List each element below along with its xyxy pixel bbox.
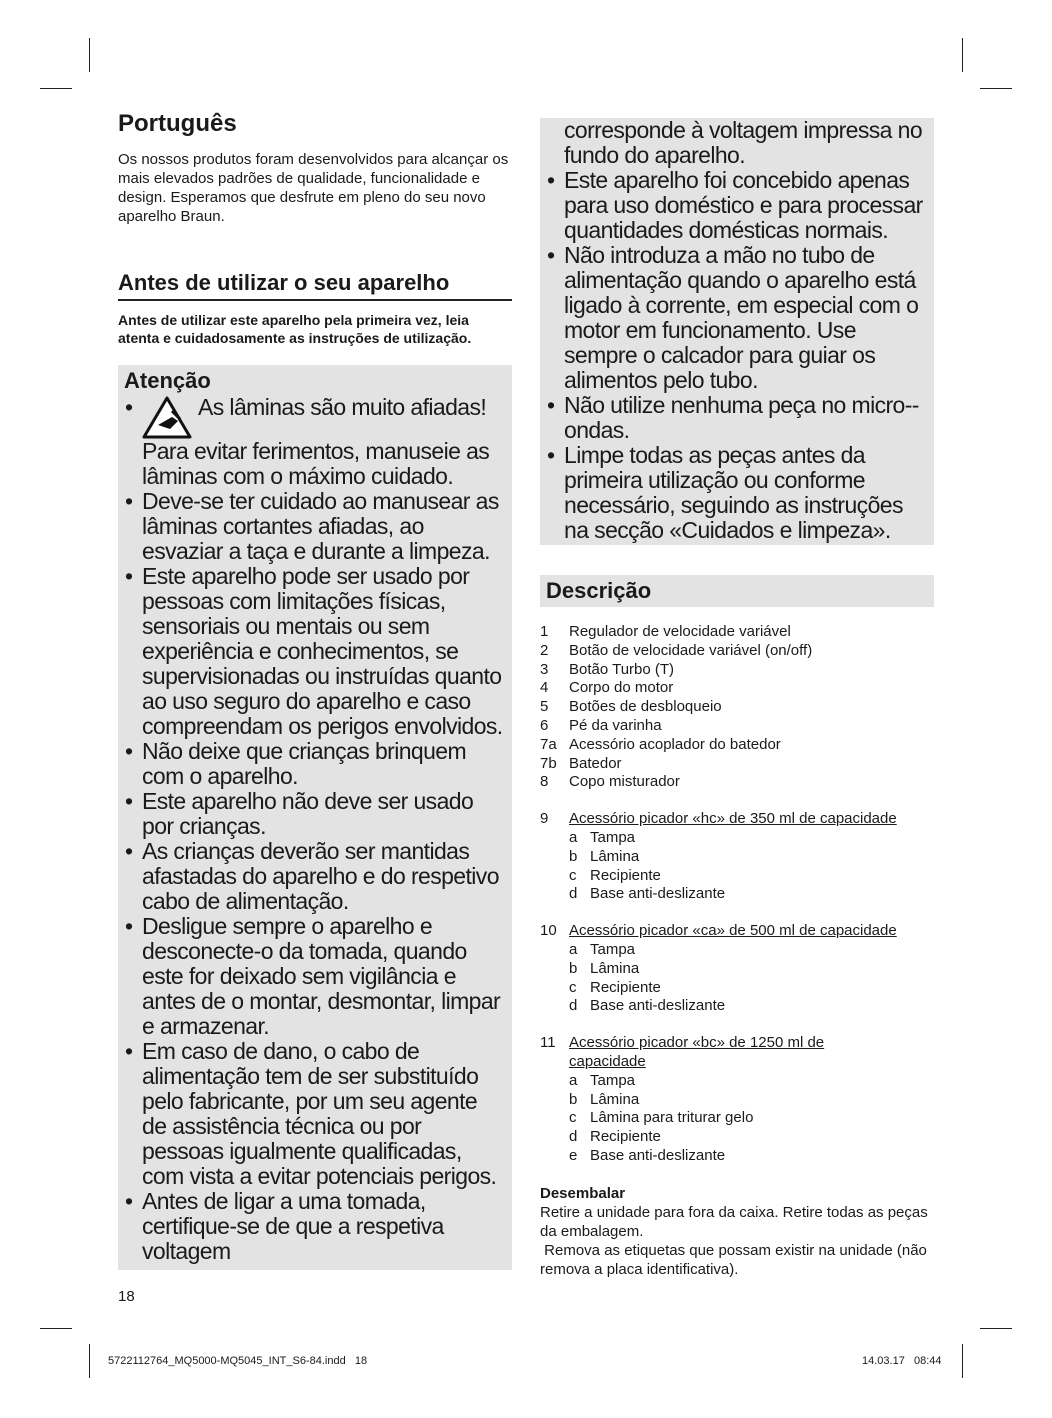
parts-list (540, 623, 934, 1166)
sub-part-letter: b (569, 1090, 578, 1108)
part-row (540, 736, 934, 755)
part-label: Acessório picador «bc» de 1250 ml de capacidade (569, 1034, 825, 1070)
crop-mark (89, 38, 90, 72)
crop-mark (962, 1344, 963, 1378)
sub-part-label: Tampa (590, 828, 636, 846)
part-number: 7b (540, 754, 557, 772)
part-number: 10 (540, 922, 557, 940)
language-title: Português (118, 110, 237, 137)
unpack-text: Retire a unidade para fora da caixa. Retire todas as peças da embalagem. (540, 1203, 928, 1240)
part-number: 2 (540, 641, 549, 659)
part-row (540, 661, 934, 680)
sub-part-row (540, 1147, 934, 1166)
sub-part-letter: d (569, 1128, 578, 1146)
sub-part-row (540, 867, 934, 886)
crop-mark (980, 88, 1012, 89)
sub-part-row (540, 941, 934, 960)
part-label: Regulador de velocidade variável (569, 623, 791, 640)
warning-item: • Antes de ligar a uma tomada, certifique-se de que a respetiva voltagem (124, 1189, 506, 1264)
part-label: Acessório picador «ca» de 500 ml de capacidade (569, 922, 897, 940)
warning-item (124, 395, 506, 489)
accessory-group-heading (540, 1034, 934, 1072)
sub-part-letter: e (569, 1146, 578, 1164)
warning-item: • Em caso de dano, o cabo de alimentação tem de ser substituído pelo fabricante, por um seu agente de assistência técnica ou por pessoas igualmente qualificadas, com vista a evitar potenciais perigos. (124, 1039, 506, 1189)
intro-paragraph: Os nossos produtos foram desenvolvidos para alcançar os mais elevados padrões de qualidade, funcionalidade e design. Esperamos que desfrute em pleno do seu novo aparelho Braun. (118, 151, 509, 225)
part-row (540, 755, 934, 774)
warning-box-continued (540, 118, 934, 545)
unpack-title: Desembalar (540, 1184, 626, 1202)
sub-part-label: Tampa (590, 1071, 636, 1089)
warning-item: • Não utilize nenhuma peça no micro--ondas. (546, 393, 928, 443)
part-number: 8 (540, 773, 549, 791)
part-label: Pé da varinha (569, 716, 662, 734)
sub-part-row (540, 829, 934, 848)
part-number: 4 (540, 679, 549, 697)
warning-item: • Este aparelho pode ser usado por pessoas com limitações físicas, sensoriais ou mentais ou sem experiência e conhecimentos, se supervisionadas ou instruídas quanto ao uso seguro do aparelho e caso compreendam os perigos envolvidos. (124, 564, 506, 739)
part-label: Acessório picador «hc» de 350 ml de capacidade (569, 810, 897, 828)
part-label: Batedor (569, 754, 622, 772)
part-number: 9 (540, 810, 549, 828)
sub-part-row (540, 1091, 934, 1110)
page-number: 18 (118, 1288, 135, 1305)
warning-item: • Não deixe que crianças brinquem com o aparelho. (124, 739, 506, 789)
description-heading: Descrição (540, 575, 934, 607)
part-row (540, 623, 934, 642)
sub-part-letter: c (569, 978, 577, 996)
sub-part-letter: a (569, 1071, 578, 1089)
sub-part-label: Lâmina para triturar gelo (590, 1109, 754, 1127)
sub-part-row (540, 848, 934, 867)
sub-part-label: Lâmina (590, 1090, 640, 1108)
before-use-heading: Antes de utilizar o seu aparelho (118, 270, 512, 301)
sub-part-label: Recipiente (590, 1128, 661, 1146)
crop-mark (40, 1328, 72, 1329)
sub-part-row (540, 1128, 934, 1147)
part-row (540, 717, 934, 736)
footer-date: 14.03.17 08:44 (862, 1355, 942, 1367)
sub-part-label: Base anti-deslizante (590, 1146, 726, 1164)
sub-part-letter: d (569, 997, 578, 1015)
sub-part-letter: a (569, 940, 578, 958)
sub-part-row (540, 1072, 934, 1091)
warning-item: • Este aparelho não deve ser usado por crianças. (124, 789, 506, 839)
part-row (540, 698, 934, 717)
warning-item-text: As lâminas são muito afiadas! Para evitar ferimentos, manuseie as lâminas com o máximo cuidado. (142, 394, 490, 489)
sub-part-row (540, 1109, 934, 1128)
part-number: 3 (540, 660, 549, 678)
part-label: Copo misturador (569, 773, 680, 791)
blade-warning-icon (142, 395, 192, 439)
accessory-group-heading (540, 810, 934, 829)
crop-mark (40, 88, 72, 89)
part-label: Botão de velocidade variável (on/off) (569, 641, 813, 659)
part-label: Botões de desbloqueio (569, 698, 722, 716)
warning-box (118, 365, 512, 1270)
crop-mark (962, 38, 963, 72)
sub-part-letter: a (569, 828, 578, 846)
part-label: Acessório acoplador do batedor (569, 735, 781, 753)
sub-part-label: Base anti-deslizante (590, 997, 726, 1015)
sub-part-letter: c (569, 1109, 577, 1127)
warning-title: Atenção (124, 368, 211, 393)
sub-part-label: Recipiente (590, 866, 661, 884)
sub-part-letter: c (569, 866, 577, 884)
left-column (118, 110, 512, 1270)
sub-part-row (540, 979, 934, 998)
sub-part-row (540, 997, 934, 1016)
part-label: Corpo do motor (569, 679, 674, 697)
warning-list (124, 395, 506, 1264)
part-number: 7a (540, 735, 557, 753)
part-number: 6 (540, 716, 549, 734)
part-row (540, 642, 934, 661)
sub-part-letter: b (569, 847, 578, 865)
part-number: 11 (540, 1034, 556, 1052)
accessory-group-heading (540, 922, 934, 941)
sub-part-row (540, 960, 934, 979)
warning-item: • Não introduza a mão no tubo de alimentação quando o aparelho está ligado à corrente, em especial com o motor em funcionamento. Use sempre o calcador para guiar os alimentos pelo tubo. (546, 243, 928, 393)
warning-item: • Deve-se ter cuidado ao manusear as lâminas cortantes afiadas, ao esvaziar a taça e durante a limpeza. (124, 489, 506, 564)
part-row (540, 773, 934, 792)
sub-part-row (540, 885, 934, 904)
sub-part-label: Lâmina (590, 847, 640, 865)
warning-item: • Este aparelho foi concebido apenas para uso doméstico e para processar quantidades domésticas normais. (546, 168, 928, 243)
warning-item: • Limpe todas as peças antes da primeira utilização ou conforme necessário, seguindo as instruções na secção «Cuidados e limpeza». (546, 443, 928, 543)
right-column (540, 118, 934, 1279)
crop-mark (89, 1344, 90, 1378)
warning-item-continued: corresponde à voltagem impressa no fundo do aparelho. (564, 117, 923, 168)
sub-part-label: Lâmina (590, 959, 640, 977)
sub-part-label: Base anti-deslizante (590, 885, 726, 903)
sub-part-letter: d (569, 885, 578, 903)
before-use-text: Antes de utilizar este aparelho pela primeira vez, leia atenta e cuidadosamente as instruções de utilização. (118, 312, 472, 346)
footer-file-info: 5722112764_MQ5000-MQ5045_INT_S6-84.indd 18 (108, 1355, 368, 1367)
warning-item: • Desligue sempre o aparelho e desconecte-o da tomada, quando este for deixado sem vigilância e antes de o montar, desmontar, limpar e armazenar. (124, 914, 506, 1039)
crop-mark (980, 1328, 1012, 1329)
part-number: 1 (540, 623, 549, 640)
part-label: Botão Turbo (T) (569, 660, 675, 678)
sub-part-label: Recipiente (590, 978, 661, 996)
part-row (540, 679, 934, 698)
unpack-text: Remova as etiquetas que possam existir na unidade (não remova a placa identificativa). (540, 1241, 932, 1278)
sub-part-label: Tampa (590, 940, 636, 958)
sub-part-letter: b (569, 959, 578, 977)
warning-list-continued (546, 118, 928, 543)
part-number: 5 (540, 698, 549, 716)
warning-item: • As crianças deverão ser mantidas afastadas do aparelho e do respetivo cabo de alimentação. (124, 839, 506, 914)
